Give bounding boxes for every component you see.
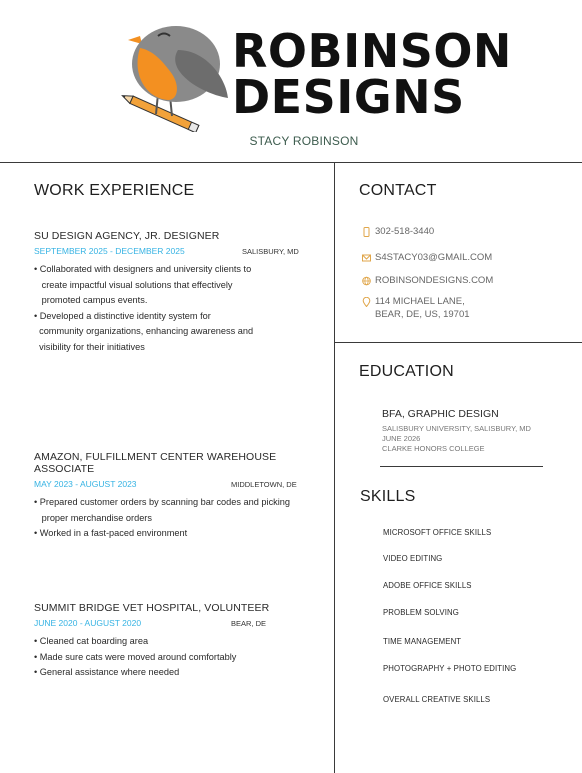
skill-item: TIME MANAGEMENT: [383, 637, 462, 646]
contact-address: [362, 296, 470, 321]
resume-header: [0, 0, 582, 160]
job-bullets: [34, 262, 324, 355]
phone-icon: [362, 227, 371, 237]
graduation-date: JUNE 2026: [382, 434, 421, 443]
honors-college: CLARKE HONORS COLLEGE: [382, 444, 485, 453]
job-title: AMAZON, FULFILLMENT CENTER WAREHOUSE ASSOCIATE: [34, 451, 277, 475]
work-experience-heading: WORK EXPERIENCE: [34, 182, 195, 199]
email-icon: [362, 253, 371, 263]
job-location: MIDDLETOWN, DE: [231, 480, 297, 489]
job-title: SU DESIGN AGENCY, JR. DESIGNER: [34, 230, 220, 242]
skill-item: MICROSOFT OFFICE SKILLS: [383, 528, 492, 537]
job-entry: [34, 602, 324, 681]
contact-divider: [335, 342, 582, 343]
skill-item: PHOTOGRAPHY + PHOTO EDITING: [383, 664, 517, 673]
bullet-line: community organizations, enhancing awareness and: [34, 326, 254, 336]
column-divider: [334, 162, 335, 773]
location-pin-icon: [362, 297, 371, 307]
skills-heading: SKILLS: [360, 488, 416, 505]
job-location: SALISBURY, MD: [242, 247, 299, 256]
robin-pencil-logo-icon: [118, 16, 230, 132]
job-dates: SEPTEMBER 2025 - DECEMBER 2025: [34, 246, 185, 256]
contact-website: [362, 275, 493, 288]
bullet-line: • Made sure cats were moved around comfortably: [34, 651, 237, 662]
bullet-line: • General assistance where needed: [34, 667, 180, 677]
education-entry: [382, 408, 531, 454]
job-entry: [34, 230, 324, 355]
skill-item: OVERALL CREATIVE SKILLS: [383, 695, 491, 704]
logo-line-2: DESIGNS: [232, 70, 465, 124]
bullet-line: create impactful visual solutions that effectively: [34, 279, 233, 290]
bullet-line: visibility for their initiatives: [34, 341, 145, 352]
skill-item: ADOBE OFFICE SKILLS: [383, 581, 472, 590]
bullet-line: • Developed a distinctive identity system for: [34, 310, 211, 321]
bullet-line: • Collaborated with designers and university clients to: [34, 264, 252, 274]
education-divider: [380, 466, 543, 467]
person-name: STACY ROBINSON: [249, 134, 359, 148]
bullet-line: • Worked in a fast-paced environment: [34, 528, 188, 538]
skill-item: PROBLEM SOLVING: [383, 608, 459, 617]
website-url[interactable]: ROBINSONDESIGNS.COM: [375, 275, 494, 286]
job-dates: JUNE 2020 - AUGUST 2020: [34, 618, 142, 628]
job-bullets: [34, 495, 324, 542]
contact-email: [362, 252, 492, 265]
globe-icon: [362, 276, 371, 286]
phone-number: 302-518-3440: [375, 226, 435, 237]
contact-phone: [362, 226, 434, 239]
degree: BFA, GRAPHIC DESIGN: [382, 408, 499, 420]
job-title: SUMMIT BRIDGE VET HOSPITAL, VOLUNTEER: [34, 602, 270, 614]
bullet-line: • Prepared customer orders by scanning bar codes and picking: [34, 497, 291, 507]
job-dates: MAY 2023 - AUGUST 2023: [34, 479, 137, 489]
bullet-line: promoted campus events.: [34, 295, 148, 305]
mailing-address: 114 MICHAEL LANE, BEAR, DE, US, 19701: [375, 296, 470, 320]
education-heading: EDUCATION: [359, 363, 454, 380]
bullet-line: proper merchandise orders: [34, 512, 152, 523]
job-entry: [34, 451, 324, 542]
job-location: BEAR, DE: [231, 619, 267, 628]
contact-heading: CONTACT: [359, 182, 437, 199]
logo-wordmark: [232, 24, 512, 124]
header-divider: [0, 162, 582, 163]
job-bullets: [34, 634, 324, 681]
logo-line-1: ROBINSON: [232, 24, 512, 78]
bullet-line: • Cleaned cat boarding area: [34, 636, 149, 646]
email-address[interactable]: S4STACY03@GMAIL.COM: [375, 252, 493, 263]
skill-item: VIDEO EDITING: [383, 554, 443, 563]
school: SALISBURY UNIVERSITY, SALISBURY, MD: [382, 424, 531, 433]
